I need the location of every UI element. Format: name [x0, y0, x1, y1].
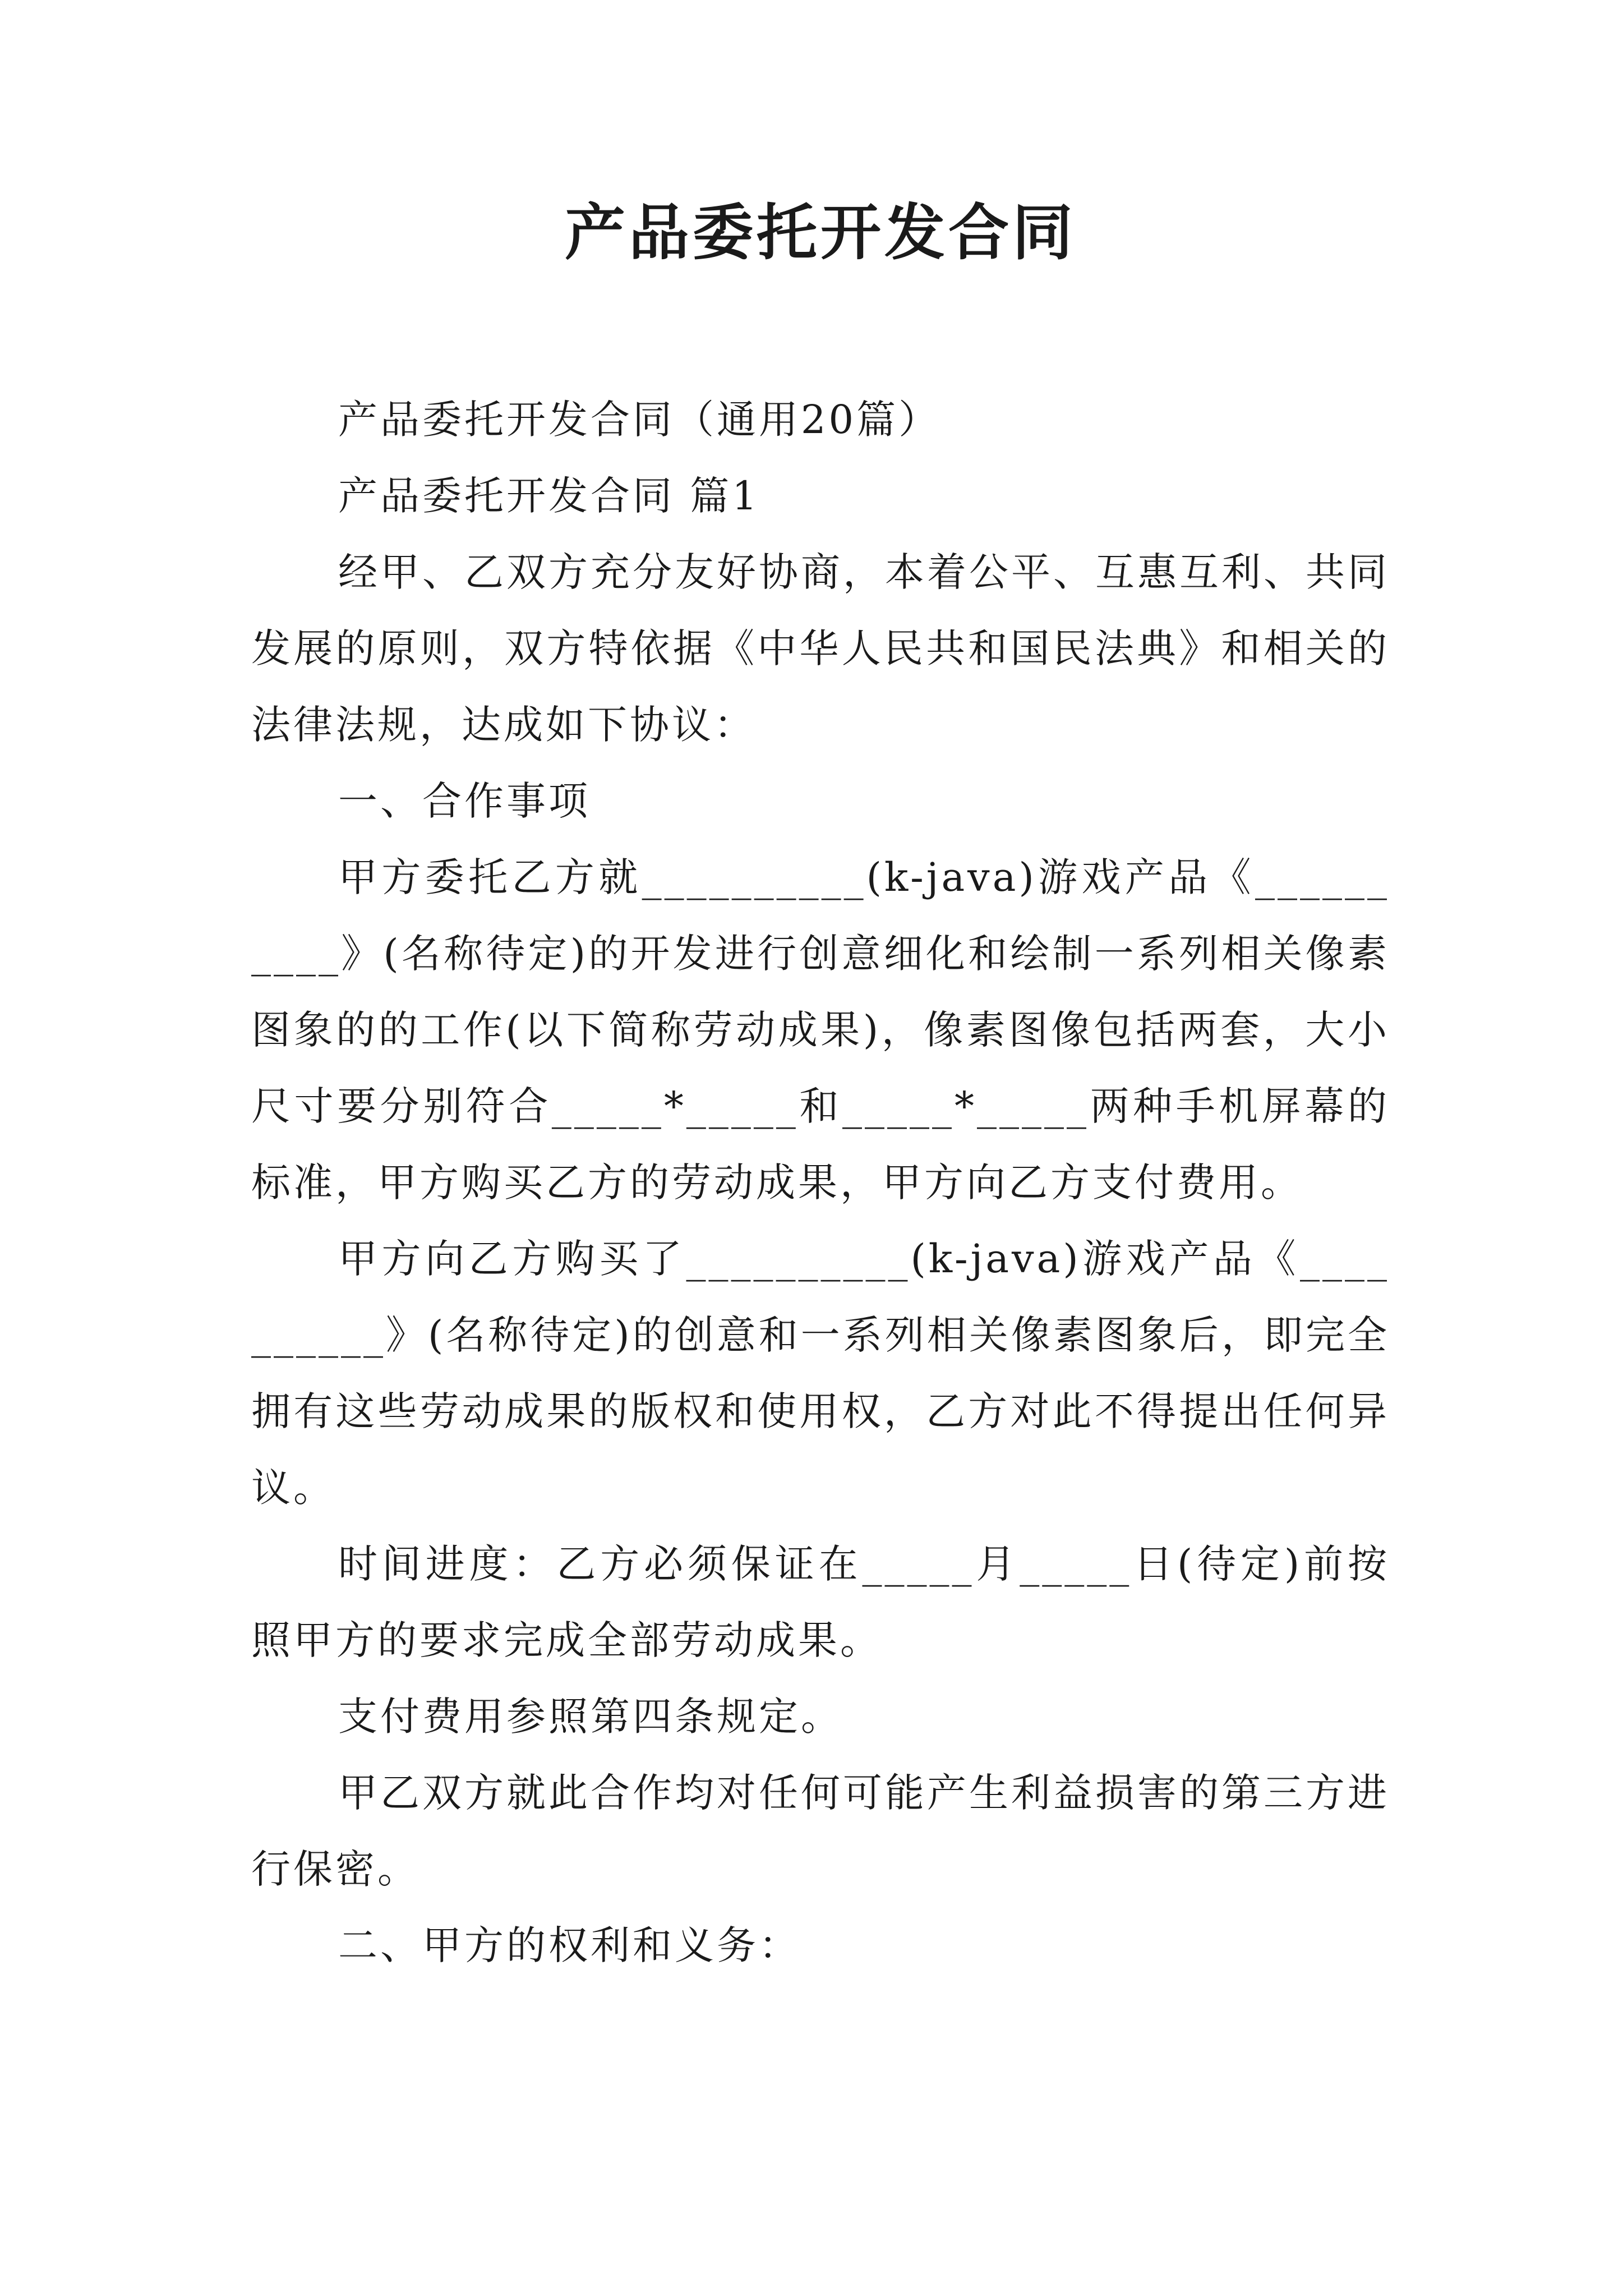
paragraph-confidentiality: 甲乙双方就此合作均对任何可能产生利益损害的第三方进行保密。 — [251, 1770, 1390, 1892]
paragraph-payment-reference: 支付费用参照第四条规定。 — [338, 1694, 843, 1740]
paragraph-commission: 甲方委托乙方就__________(k-java)游戏产品《__________》(名称待定)的开发进行创意细化和绘制一系列相关像素图象的的工作(以下简称劳动成果)，像素图像包括两套，大小尺寸要分别符合_____*_____和_____*_____两种手机屏幕的标准，甲方购买乙方的劳动成果，甲方向乙方支付费用。 — [251, 854, 1390, 1205]
section-heading-cooperation: 一、合作事项 — [338, 778, 591, 824]
paragraph-schedule: 时间进度：乙方必须保证在_____月_____日(待定)前按照甲方的要求完成全部劳动成果。 — [251, 1541, 1390, 1663]
document-title: 产品委托开发合同 — [564, 197, 1076, 268]
paragraph-chapter-heading: 产品委托开发合同 篇1 — [338, 473, 760, 519]
paragraph-subtitle: 产品委托开发合同（通用20篇） — [338, 397, 941, 443]
paragraph-ownership: 甲方向乙方购买了__________(k-java)游戏产品《__________》(名称待定)的创意和一系列相关像素图象后，即完全拥有这些劳动成果的版权和使用权，乙方对此不得提出任何异议。 — [251, 1236, 1390, 1511]
paragraph-preamble: 经甲、乙双方充分友好协商，本着公平、互惠互利、共同发展的原则，双方特依据《中华人民共和国民法典》和相关的法律法规，达成如下协议： — [251, 549, 1390, 748]
document-body — [251, 381, 1390, 1984]
section-heading-party-a: 二、甲方的权利和义务： — [338, 1922, 801, 1968]
